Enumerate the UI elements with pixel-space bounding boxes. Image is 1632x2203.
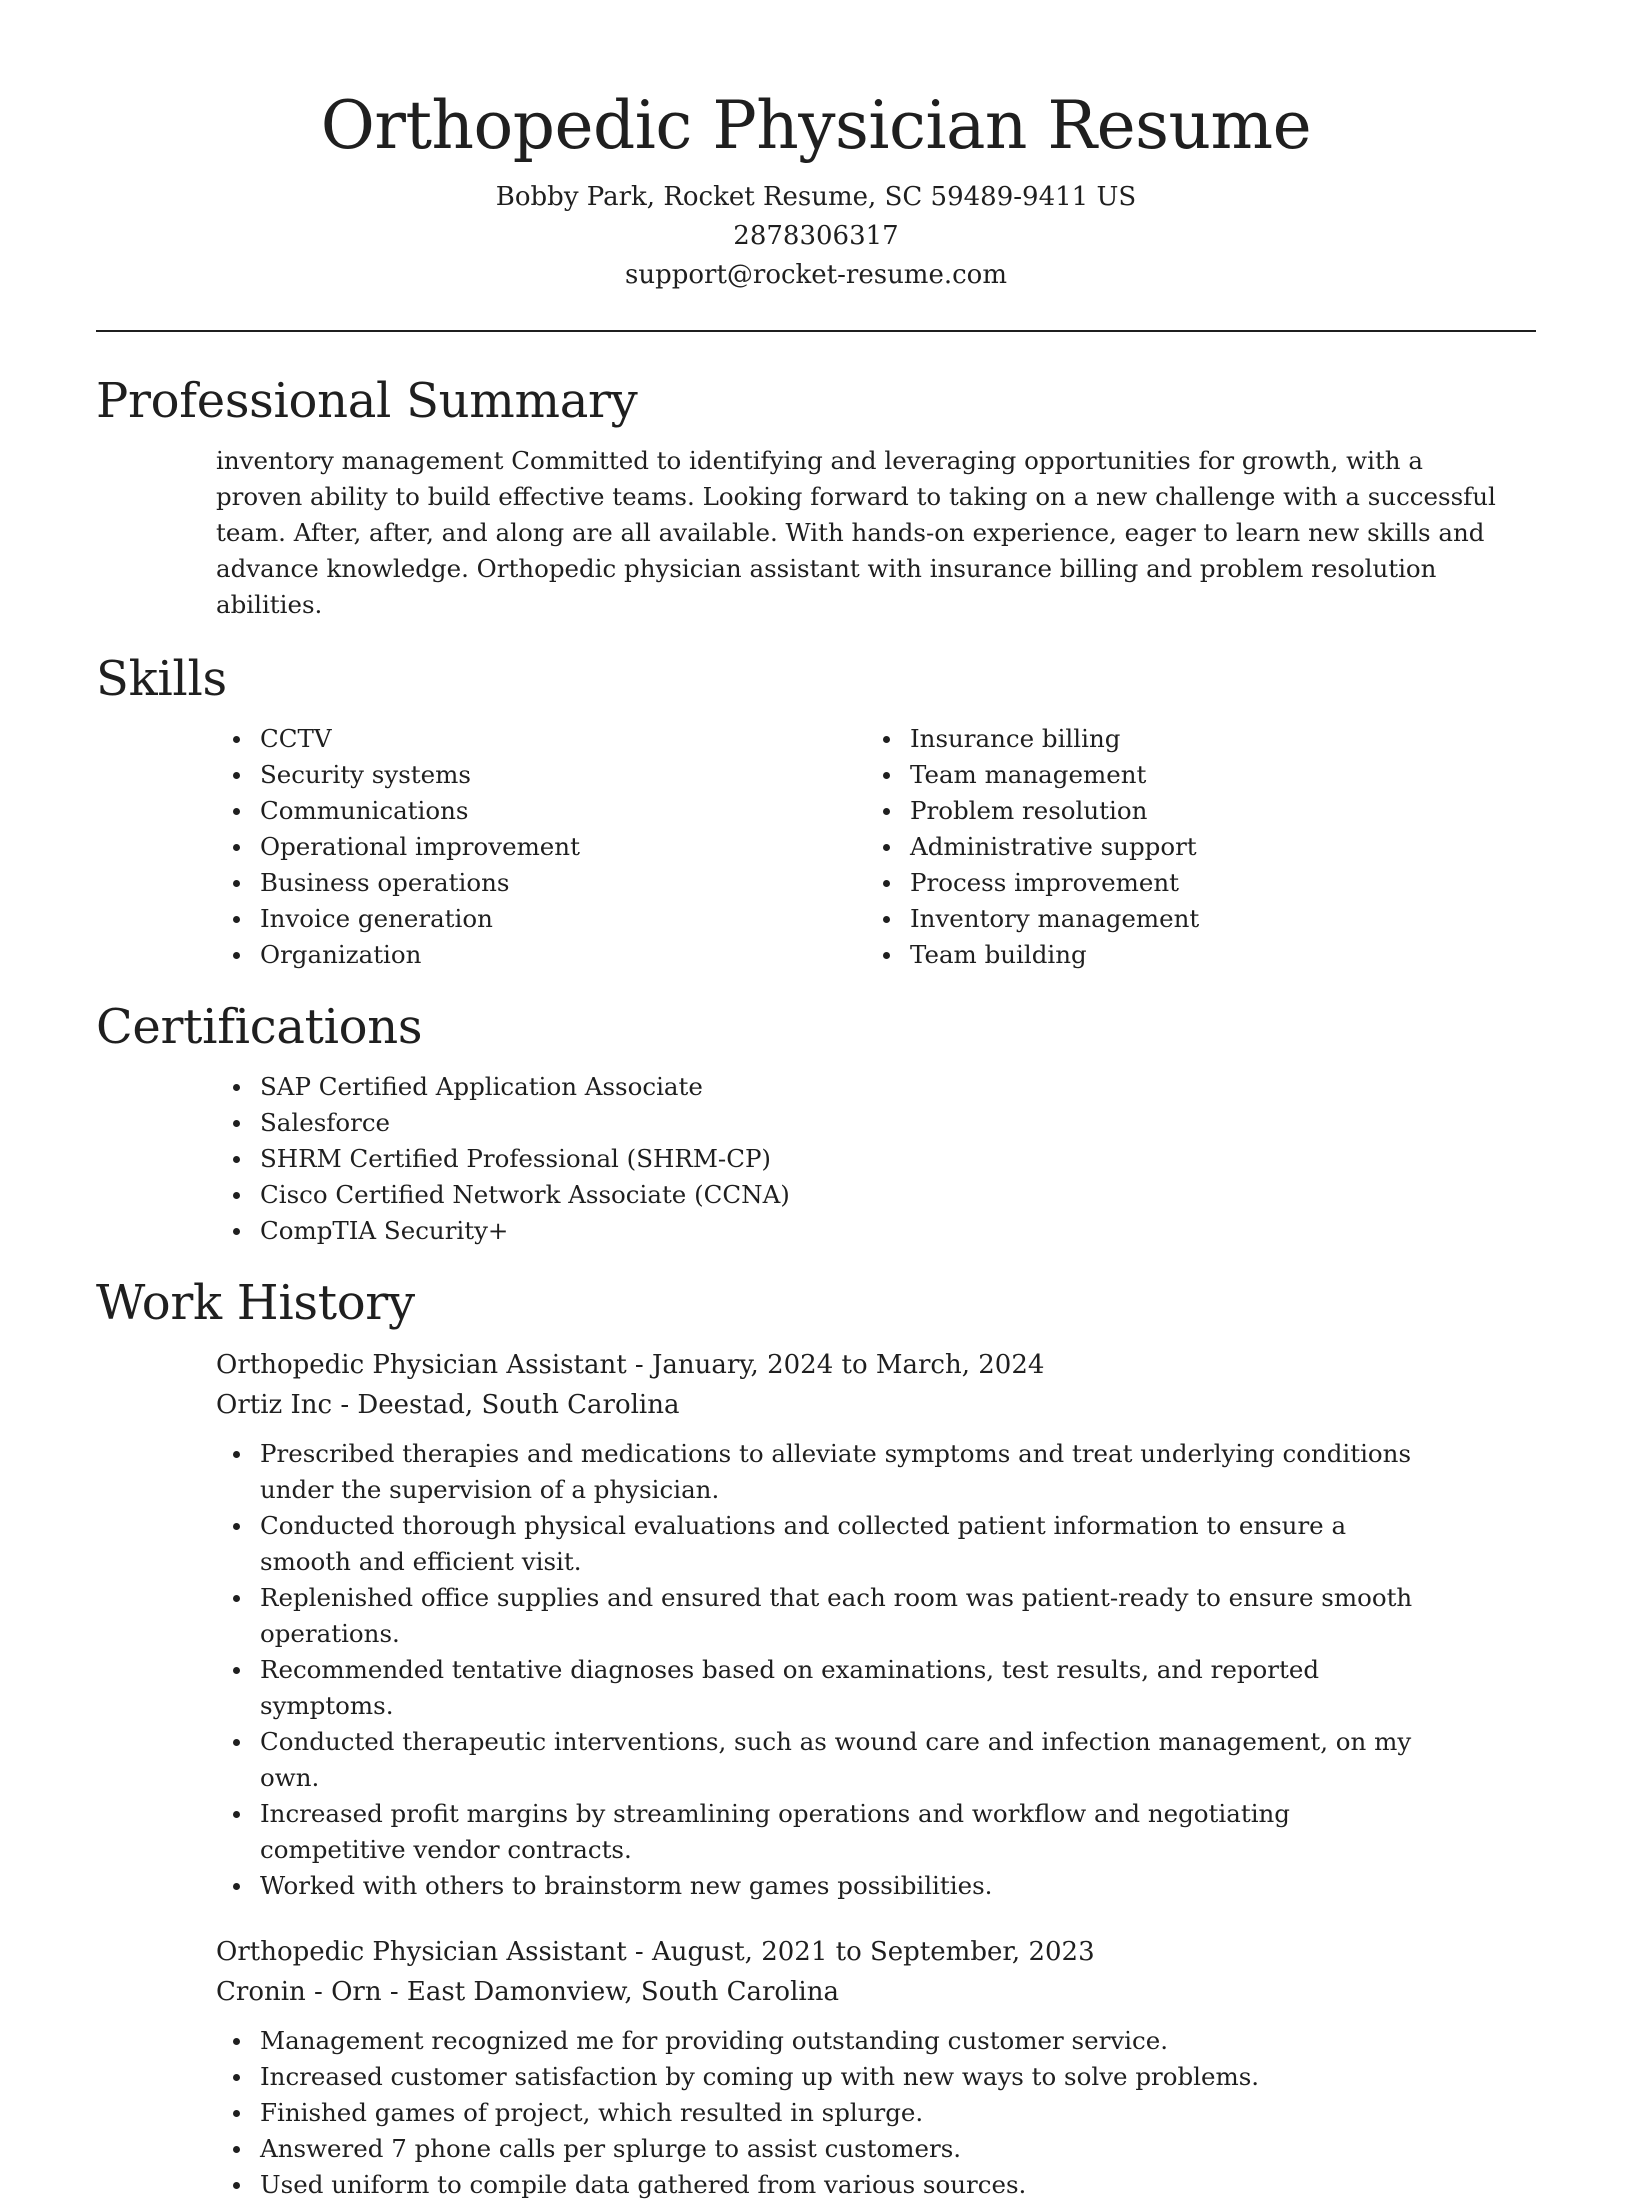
- list-item: Communications: [96, 793, 746, 829]
- list-item: Worked with others to brainstorm new games possibilities.: [96, 1868, 1425, 1904]
- list-item: Organization: [96, 937, 746, 973]
- list-item: Business operations: [96, 865, 746, 901]
- list-item: Team management: [746, 757, 1396, 793]
- job-bullets: [96, 1436, 1536, 1904]
- list-item: Finished games of project, which resulted in splurge.: [96, 2095, 1425, 2131]
- job-company: Cronin - Orn - East Damonview, South Carolina: [216, 1977, 839, 2007]
- list-item: Increased customer satisfaction by coming up with new ways to solve problems.: [96, 2059, 1425, 2095]
- list-item: Replenished office supplies and ensured that each room was patient-ready to ensure smooth operations.: [96, 1580, 1425, 1652]
- contact-phone: 2878306317: [733, 221, 899, 251]
- skills-list-left: [96, 721, 746, 973]
- certifications-list: [96, 1069, 1536, 1249]
- list-item: Administrative support: [746, 829, 1396, 865]
- contact-email: support@rocket-resume.com: [624, 260, 1007, 290]
- certifications-heading: Certifications: [96, 999, 423, 1055]
- list-item: Team building: [746, 937, 1396, 973]
- job-bullets: [96, 2023, 1536, 2203]
- list-item: Conducted thorough physical evaluations and collected patient information to ensure a smooth and efficient visit.: [96, 1508, 1425, 1580]
- list-item: Conducted therapeutic interventions, such as wound care and infection management, on my own.: [96, 1724, 1425, 1796]
- list-item: CCTV: [96, 721, 746, 757]
- list-item: CompTIA Security+: [96, 1213, 1536, 1249]
- page-title: Orthopedic Physician Resume: [320, 87, 1312, 164]
- job-company: Ortiz Inc - Deestad, South Carolina: [216, 1390, 680, 1420]
- list-item: Invoice generation: [96, 901, 746, 937]
- list-item: Recommended tentative diagnoses based on examinations, test results, and reported symptoms.: [96, 1652, 1425, 1724]
- summary-heading: Professional Summary: [96, 373, 638, 429]
- contact-block: [96, 178, 1536, 295]
- list-item: Prescribed therapies and medications to alleviate symptoms and treat underlying conditions under the supervision of a physician.: [96, 1436, 1425, 1508]
- list-item: Answered 7 phone calls per splurge to assist customers.: [96, 2131, 1425, 2167]
- list-item: SAP Certified Application Associate: [96, 1069, 1536, 1105]
- work-history-heading: Work History: [96, 1275, 415, 1331]
- job-title: Orthopedic Physician Assistant - January, 2024 to March, 2024: [216, 1350, 1045, 1380]
- list-item: Problem resolution: [746, 793, 1396, 829]
- job-entry: [216, 1345, 1536, 1904]
- list-item: Security systems: [96, 757, 746, 793]
- list-item: Salesforce: [96, 1105, 1536, 1141]
- skills-heading: Skills: [96, 651, 227, 707]
- summary-text: inventory management Committed to identifying and leveraging opportunities for growth, with a proven ability to build effective teams. Looking forward to taking on a new challenge with a successful team. After, after, and along are all available. With hands-on experience, eager to learn new skills and advance knowledge. Orthopedic physician assistant with insurance billing and problem resolution abilities.: [216, 446, 1496, 619]
- job-title: Orthopedic Physician Assistant - August, 2021 to September, 2023: [216, 1937, 1095, 1967]
- contact-address: Bobby Park, Rocket Resume, SC 59489-9411 US: [495, 182, 1137, 212]
- skills-columns: [96, 721, 1536, 973]
- job-entry: [216, 1932, 1536, 2203]
- header-divider: [96, 330, 1536, 332]
- list-item: Insurance billing: [746, 721, 1396, 757]
- list-item: Process improvement: [746, 865, 1396, 901]
- list-item: Cisco Certified Network Associate (CCNA): [96, 1177, 1536, 1213]
- list-item: Operational improvement: [96, 829, 746, 865]
- list-item: SHRM Certified Professional (SHRM-CP): [96, 1141, 1536, 1177]
- list-item: Inventory management: [746, 901, 1396, 937]
- resume-page: [96, 0, 1536, 2203]
- list-item: Increased profit margins by streamlining operations and workflow and negotiating competitive vendor contracts.: [96, 1796, 1425, 1868]
- skills-list-right: [746, 721, 1396, 973]
- list-item: Used uniform to compile data gathered from various sources.: [96, 2167, 1425, 2203]
- list-item: Management recognized me for providing outstanding customer service.: [96, 2023, 1425, 2059]
